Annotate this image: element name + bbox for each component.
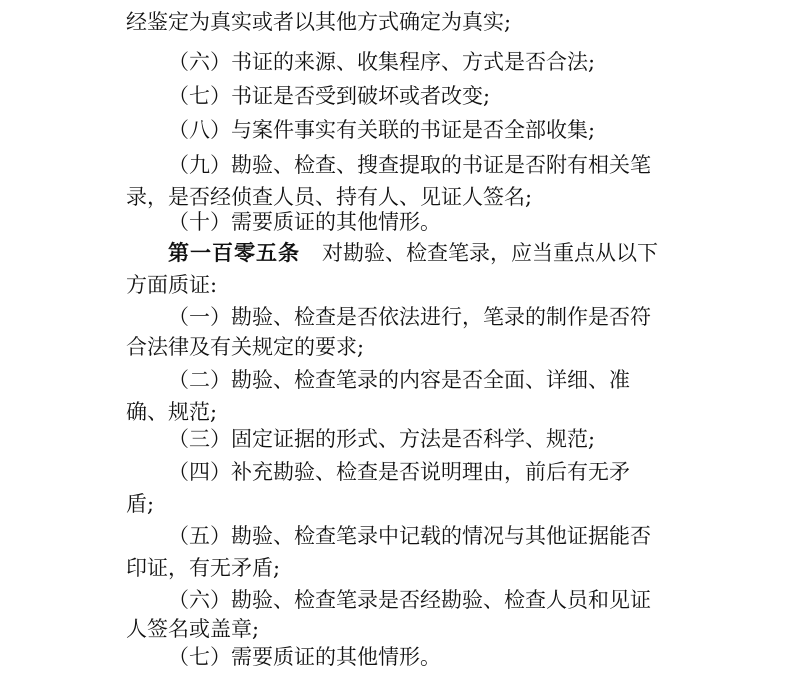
article-intro-continued: 方面质证: bbox=[126, 273, 218, 297]
list-item: （四）补充勘验、检查是否说明理由，前后有无矛 bbox=[168, 460, 630, 484]
list-item: （七）需要质证的其他情形。 bbox=[168, 645, 441, 669]
list-item: （二）勘验、检查笔录的内容是否全面、详细、准 bbox=[168, 368, 630, 392]
article-heading-line bbox=[0, 236, 793, 270]
list-item: （五）勘验、检查笔录中记载的情况与其他证据能否 bbox=[168, 524, 651, 548]
text-line: 经鉴定为真实或者以其他方式确定为真实; bbox=[126, 10, 512, 34]
text-line: 合法律及有关规定的要求; bbox=[126, 335, 365, 359]
text-line: 确、规范; bbox=[126, 400, 218, 424]
list-item: （六）勘验、检查笔录是否经勘验、检查人员和见证 bbox=[168, 588, 651, 612]
list-item: （九）勘验、检查、搜查提取的书证是否附有相关笔 bbox=[168, 153, 651, 177]
list-item: （一）勘验、检查是否依法进行，笔录的制作是否符 bbox=[168, 305, 651, 329]
article-title: 第一百零五条 bbox=[168, 241, 300, 265]
list-item: （十）需要质证的其他情形。 bbox=[168, 210, 441, 234]
list-item: （六）书证的来源、收集程序、方式是否合法; bbox=[168, 50, 596, 74]
article-intro: 对勘验、检查笔录，应当重点从以下 bbox=[322, 241, 658, 265]
list-item: （七）书证是否受到破坏或者改变; bbox=[168, 84, 491, 108]
list-item: （三）固定证据的形式、方法是否科学、规范; bbox=[168, 427, 596, 451]
text-line: 盾; bbox=[126, 492, 155, 516]
list-item: （八）与案件事实有关联的书证是否全部收集; bbox=[168, 118, 596, 142]
text-line: 印证，有无矛盾; bbox=[126, 556, 281, 580]
text-line: 录，是否经侦查人员、持有人、见证人签名; bbox=[126, 185, 533, 209]
text-line: 人签名或盖章; bbox=[126, 617, 260, 641]
